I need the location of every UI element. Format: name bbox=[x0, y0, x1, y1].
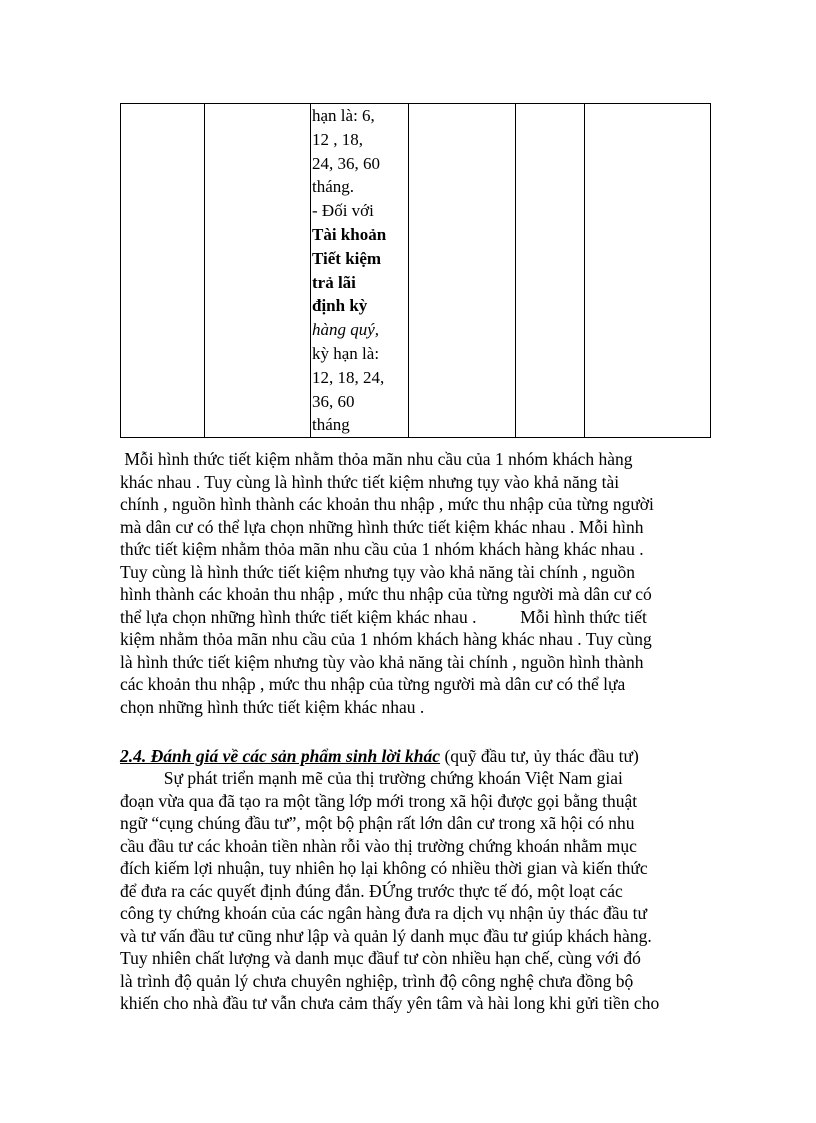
text-line: khác nhau . Tuy cùng là hình thức tiết kiệm nhưng tụy vào khả năng tài bbox=[120, 471, 620, 492]
cell-text-term-details bbox=[311, 104, 408, 437]
cell-line: tháng. bbox=[312, 177, 355, 197]
cell-line: 24, 36, 60 bbox=[312, 153, 380, 173]
cell-line: 36, 60 bbox=[312, 391, 355, 411]
table-cell-6 bbox=[585, 104, 711, 438]
text-line: và tư vấn đầu tư cũng như lập và quản lý danh mục đầu tư giúp khách hàng. bbox=[120, 925, 652, 946]
table-cell-1 bbox=[121, 104, 205, 438]
text-line: kiệm nhằm thỏa mãn nhu cầu của 1 nhóm khách hàng khác nhau . Tuy cùng bbox=[120, 629, 652, 649]
text-line: đoạn vừa qua đã tạo ra một tầng lớp mới trong xã hội được gọi bằng thuật bbox=[120, 790, 638, 811]
table-cell-5 bbox=[516, 104, 585, 438]
cell-line: 12 , 18, bbox=[312, 129, 363, 149]
table-cell-4 bbox=[409, 104, 516, 438]
cell-line: trả lãi bbox=[312, 272, 356, 292]
text-line: Mỗi hình thức tiết kiệm nhằm thỏa mãn nhu cầu của 1 nhóm khách hàng bbox=[120, 449, 633, 469]
text-line: để đưa ra các quyết định đúng đắn. ĐỨng trước thực tế đó, một loạt các bbox=[120, 880, 623, 901]
text-line: công ty chứng khoán của các ngân hàng đưa ra dịch vụ nhận ủy thác đầu tư bbox=[120, 903, 648, 923]
text-line: thức tiết kiệm nhằm thỏa mãn nhu cầu của 1 nhóm khách hàng khác nhau . bbox=[120, 539, 644, 559]
text-line: cầu đầu tư các khoản tiền nhàn rỗi vào thị trường chứng khoán nhằm mục bbox=[120, 835, 637, 856]
section-heading-title: 2.4. Đánh giá về các sản phẩm sinh lời khác bbox=[120, 746, 441, 766]
section-heading-subtitle: (quỹ đầu tư, ủy thác đầu tư) bbox=[440, 746, 639, 766]
cell-line: Tiết kiệm bbox=[312, 248, 382, 268]
paragraph-savings-forms bbox=[120, 448, 720, 718]
section-heading bbox=[120, 745, 639, 768]
text-line: ngữ “cụng chúng đầu tư”, một bộ phận rất lớn dân cư trong xã hội có nhu bbox=[120, 813, 635, 833]
cell-line: tháng bbox=[312, 415, 350, 435]
text-line: Tuy nhiên chất lượng và danh mục đầuf tư còn nhiều hạn chế, cùng với đó bbox=[120, 948, 641, 968]
text-line: đích kiếm lợi nhuận, tuy nhiên họ lại không có nhiều thời gian và kiến thức bbox=[120, 858, 648, 878]
text-line: là trình độ quản lý chưa chuyên nghiệp, trình độ công nghệ chưa đồng bộ bbox=[120, 970, 634, 991]
text-line: Sự phát triển mạnh mẽ của thị trường chứng khoán Việt Nam giai bbox=[120, 768, 623, 788]
text-line: các khoản thu nhập , mức thu nhập của từng người mà dân cư có thể lựa bbox=[120, 674, 626, 694]
paragraph-investment bbox=[120, 767, 720, 1015]
cell-line: kỳ hạn là: bbox=[312, 343, 380, 363]
cell-line: hạn là: 6, bbox=[312, 106, 375, 125]
text-line: hình thành các khoản thu nhập , mức thu nhập của từng người mà dân cư có bbox=[120, 584, 652, 604]
text-line: là hình thức tiết kiệm nhưng tùy vào khả năng tài chính , nguồn hình thành bbox=[120, 651, 644, 672]
text-line: thể lựa chọn những hình thức tiết kiệm khác nhau . Mỗi hình thức tiết bbox=[120, 606, 647, 627]
table-cell-3 bbox=[311, 104, 409, 438]
table-cell-2 bbox=[205, 104, 311, 438]
savings-table bbox=[120, 103, 711, 438]
cell-line: Tài khoản bbox=[312, 224, 387, 244]
text-line: mà dân cư có thể lựa chọn những hình thức tiết kiệm khác nhau . Mỗi hình bbox=[120, 516, 644, 537]
cell-line: định kỳ bbox=[312, 296, 368, 316]
table-row bbox=[121, 104, 711, 438]
text-line: chọn những hình thức tiết kiệm khác nhau . bbox=[120, 696, 425, 717]
cell-line: - Đối với bbox=[312, 201, 374, 221]
text-line: khiến cho nhà đầu tư vẫn chưa cảm thấy yên tâm và hài long khi gửi tiền cho bbox=[120, 993, 660, 1013]
text-line: Tuy cùng là hình thức tiết kiệm nhưng tụy vào khả năng tài chính , nguồn bbox=[120, 561, 636, 582]
cell-line: hàng quý, bbox=[312, 320, 380, 340]
text-line: chính , nguồn hình thành các khoản thu nhập , mức thu nhập của từng người bbox=[120, 494, 654, 514]
cell-line: 12, 18, 24, bbox=[312, 367, 385, 387]
